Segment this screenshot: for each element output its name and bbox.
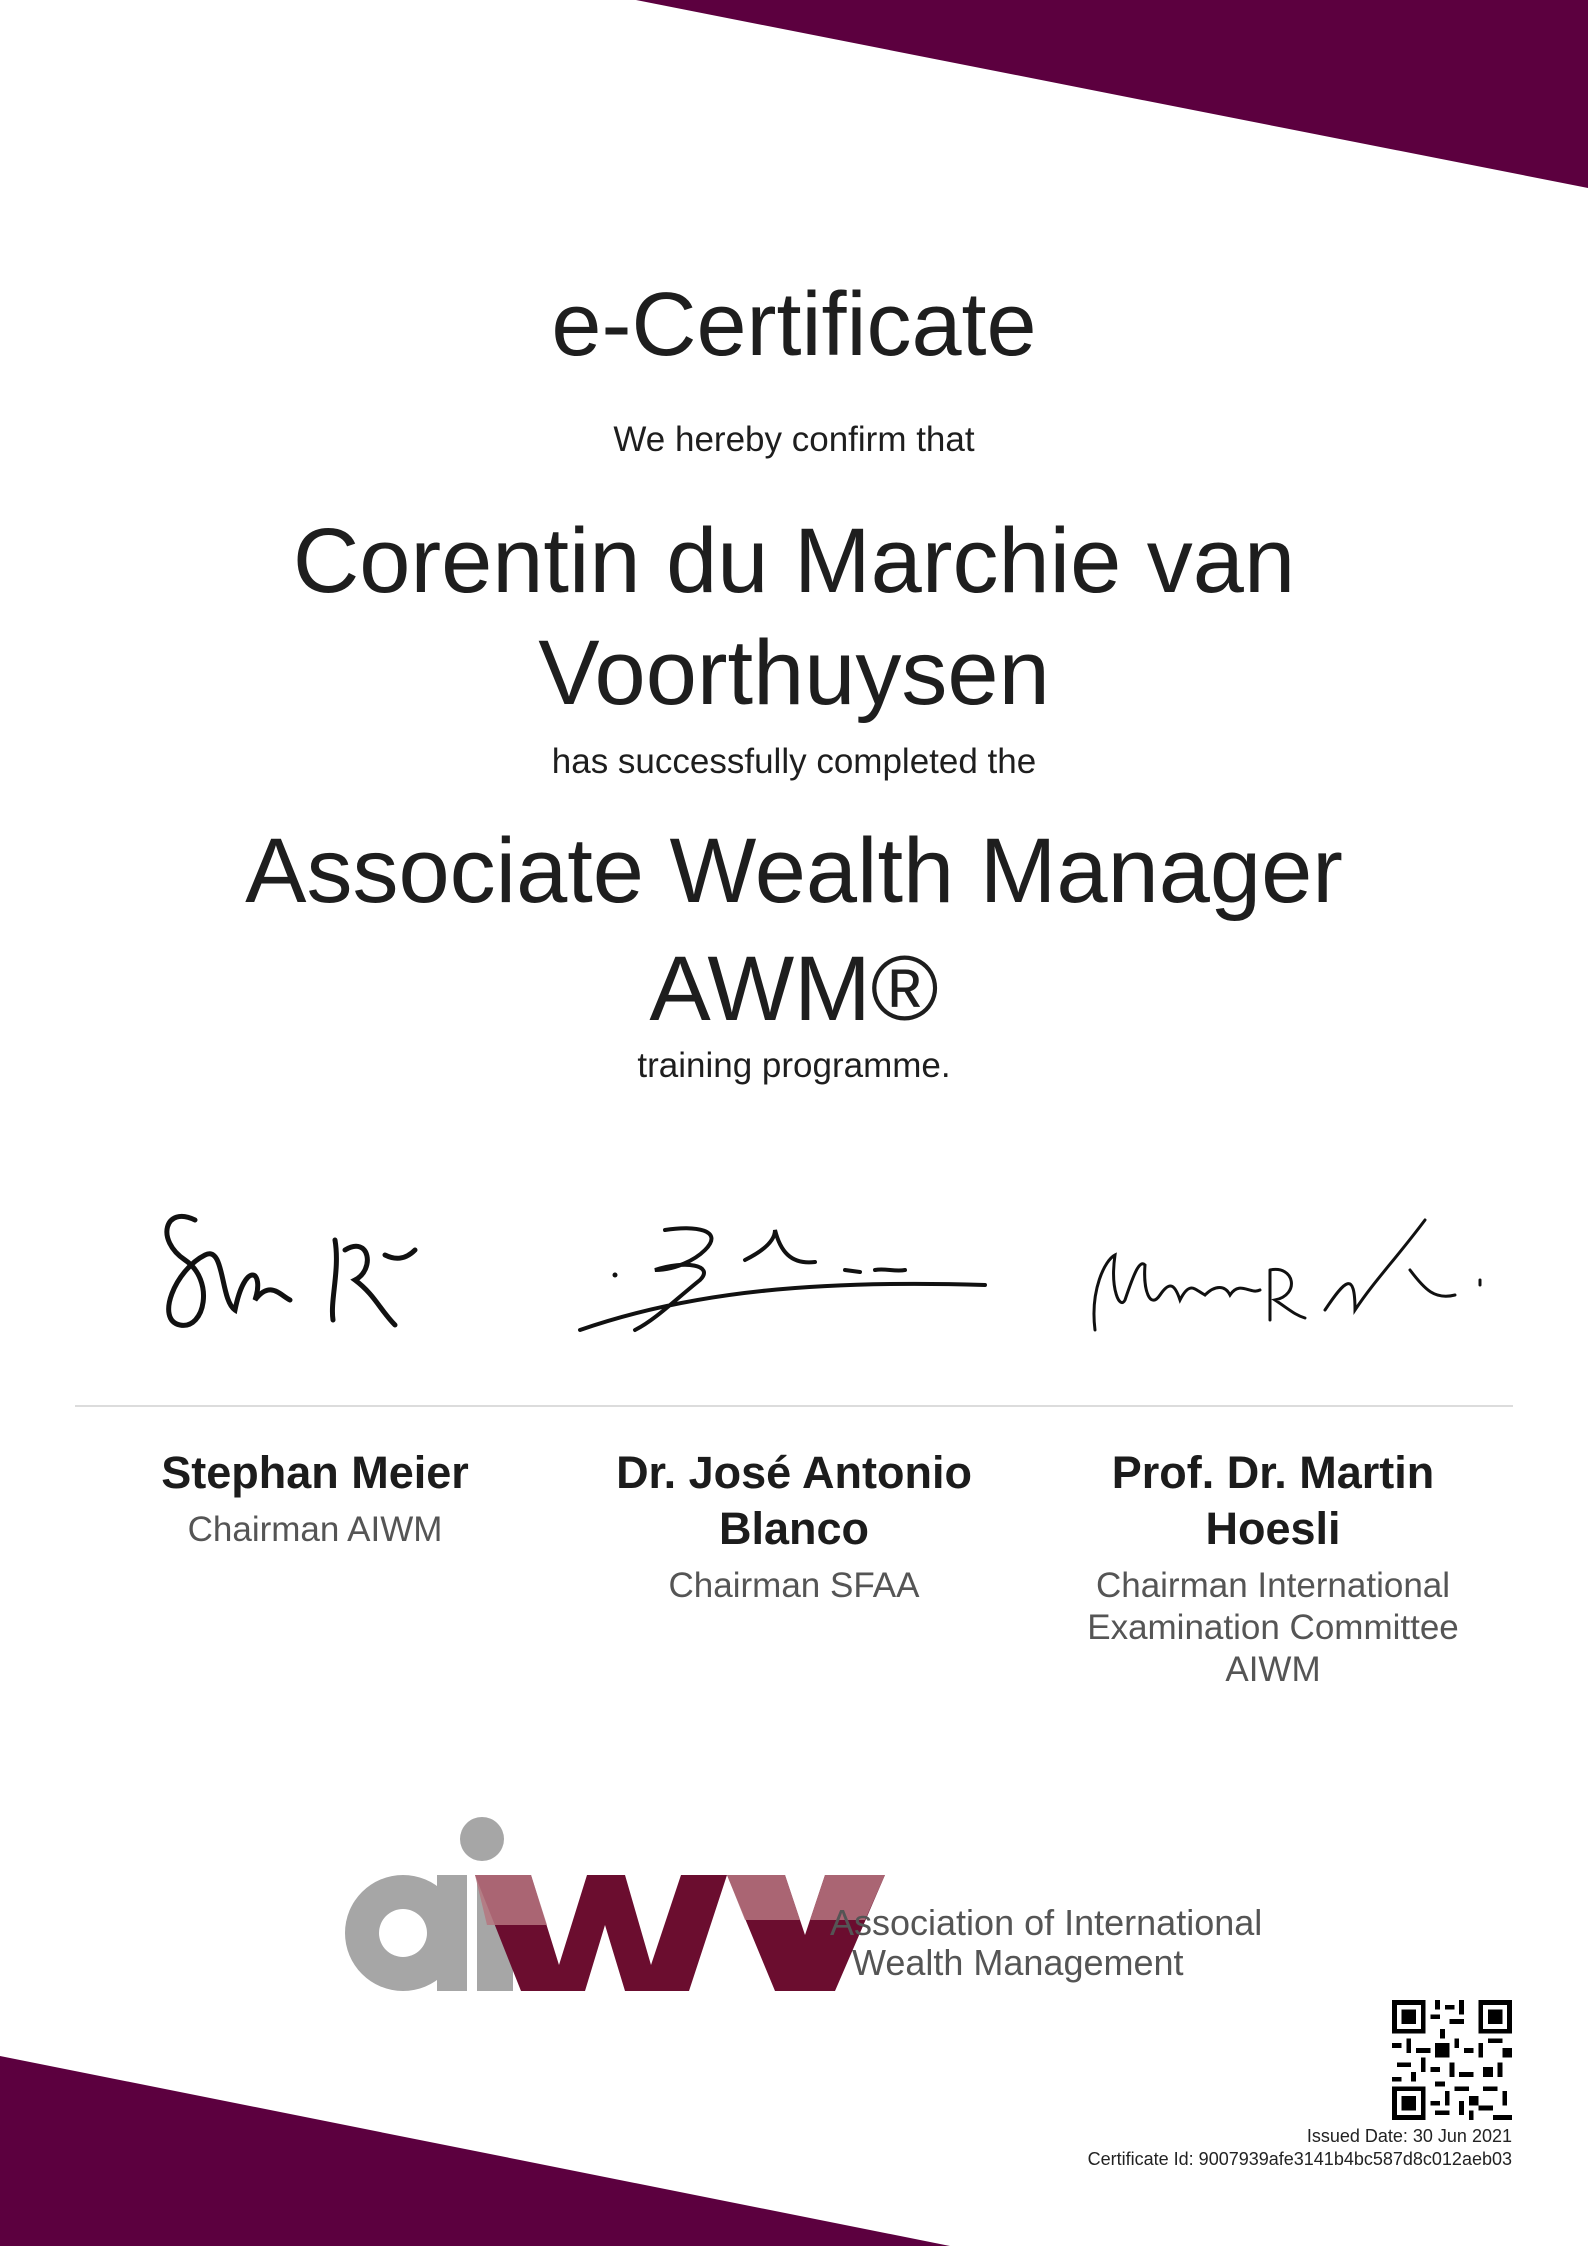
signatory-role: Chairman AIWM xyxy=(187,1510,443,1549)
qr-code[interactable] xyxy=(1392,2000,1512,2120)
signature-stephan-meier xyxy=(95,1200,535,1350)
intro-text: We hereby confirm that xyxy=(613,420,975,459)
recipient-name: Corentin du Marchie van Voorthuysen xyxy=(292,510,1296,724)
completed-text: has successfully completed the xyxy=(551,742,1037,781)
signatory-name: Dr. José Antonio Blanco xyxy=(616,1447,972,1554)
signatory-2 xyxy=(574,1445,1014,1607)
certificate-id: Certificate Id: 9007939afe3141b4bc587d8c012aeb03 xyxy=(1087,2149,1512,2169)
programme-name: Associate Wealth Manager AWM® xyxy=(245,820,1343,1040)
signature-jose-antonio-blanco xyxy=(575,1200,1015,1350)
bottom-band-shape xyxy=(0,2056,950,2246)
signatory-name: Stephan Meier xyxy=(161,1447,469,1498)
logo-text-line1: Association of International xyxy=(830,1902,1263,1943)
logo-text-line2: Wealth Management xyxy=(852,1942,1184,1983)
signatory-3 xyxy=(1053,1445,1493,1691)
training-text: training programme. xyxy=(637,1046,951,1085)
signatory-name: Prof. Dr. Martin Hoesli xyxy=(1111,1447,1435,1554)
signatory-1 xyxy=(95,1445,535,1551)
signatory-role: Chairman SFAA xyxy=(668,1566,920,1605)
signature-martin-hoesli xyxy=(1055,1200,1495,1350)
logo-text xyxy=(830,1903,1262,1983)
certificate-title: e-Certificate xyxy=(551,275,1037,375)
issued-date: Issued Date: 30 Jun 2021 xyxy=(1306,2126,1512,2146)
top-band-shape xyxy=(636,0,1588,188)
signatory-role: Chairman International Examination Committee AIWM xyxy=(1087,1566,1459,1689)
signature-divider xyxy=(75,1405,1513,1407)
